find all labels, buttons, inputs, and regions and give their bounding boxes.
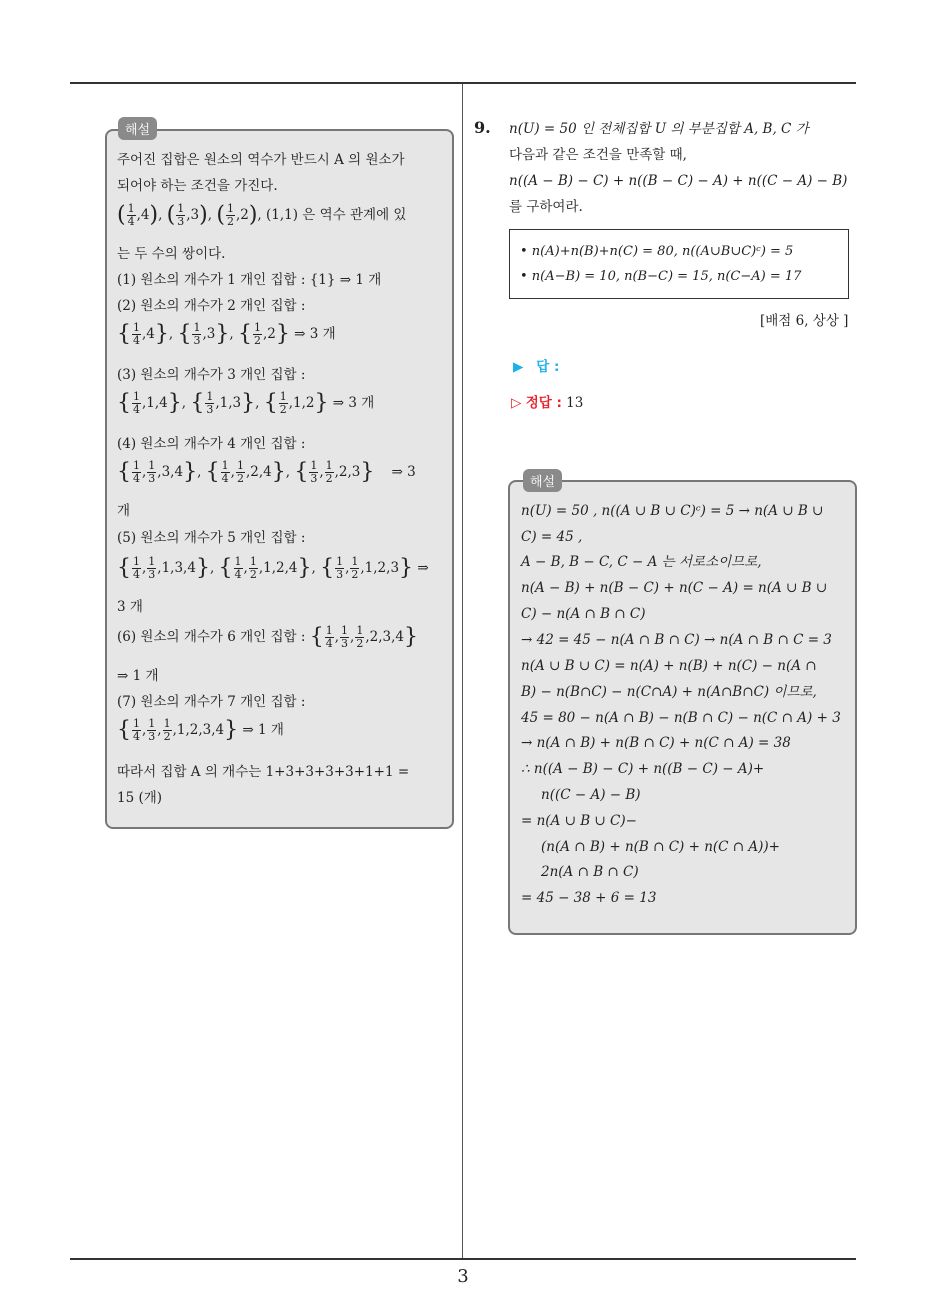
solution-line: B) − n(B∩C) − n(C∩A) + n(A∩B∩C) 이므로,	[521, 684, 817, 700]
question-line-3: n((A − B) − C) + n((B − C) − A) + n((C − A) − B)	[509, 173, 848, 189]
solution-line: A − B, B − C, C − A 는 서로소이므로,	[521, 554, 762, 570]
solution-line: (n(A ∩ B) + n(B ∩ C) + n(C ∩ A))+	[541, 839, 780, 855]
question-line-4: 를 구하여라.	[509, 199, 583, 215]
case-5-unit: 3 개	[117, 599, 143, 615]
solution-line: → n(A ∩ B) + n(B ∩ C) + n(C ∩ A) = 38	[521, 735, 791, 751]
left-final-2: 15 (개)	[117, 790, 163, 806]
condition-box	[509, 229, 849, 299]
top-rule	[70, 82, 856, 84]
solution-line: n(A ∪ B ∪ C) = n(A) + n(B) + n(C) − n(A ∩	[521, 658, 817, 674]
case-5-heading: (5) 원소의 개수가 5 개인 집합 :	[117, 530, 306, 546]
answer-row	[513, 358, 559, 376]
correct-marker-icon: ▷	[511, 395, 522, 411]
case-2-heading: (2) 원소의 개수가 2 개인 집합 :	[117, 298, 306, 314]
correct-answer-row	[511, 394, 583, 412]
solution-line: n(A − B) + n(B − C) + n(C − A) = n(A ∪ B ∪	[521, 580, 828, 596]
answer-label: 답 :	[536, 359, 560, 375]
case-4-result: ⇒ 3	[391, 464, 416, 480]
question-number: 9.	[474, 118, 491, 137]
solution-line: = 45 − 38 + 6 = 13	[521, 890, 657, 906]
left-pairs-tail: , (1,1) 은 역수 관계에 있	[257, 207, 407, 223]
score-label: [배점 6, 상상 ]	[760, 313, 849, 329]
left-final-1: 따라서 집합 A 의 개수는 1+3+3+3+3+1+1 =	[117, 764, 410, 780]
page-number: 3	[457, 1266, 469, 1287]
case-2-result: ⇒ 3 개	[294, 326, 336, 342]
condition-1: • n(A)+n(B)+n(C) = 80, n((A∪B∪C)ᶜ) = 5	[520, 244, 794, 259]
case-6-result: ⇒ 1 개	[117, 668, 159, 684]
solution-line: n((C − A) − B)	[541, 787, 641, 803]
case-3-sets: { $\frac{1}{4}$ ,1,4}, { $\frac{1}{3}$ ,1,3}, { $\frac{1}{2}$ ,1,2} ⇒ 3 개	[117, 390, 375, 416]
left-line-2: 되어야 하는 조건을 가진다.	[117, 178, 278, 194]
solution-line: 45 = 80 − n(A ∩ B) − n(B ∩ C) − n(C ∩ A) + 3	[521, 710, 841, 726]
left-pairs-line: ( $\frac{1}{4}$ ,4), ( $\frac{1}{3}$ ,3), ( $\frac{1}{2}$ ,2), (1,1) 은 역수 관계에 있	[117, 202, 407, 228]
correct-label: 정답 :	[525, 395, 562, 411]
solution-line: C) = 45 ,	[521, 529, 583, 545]
solution-line: ∴ n((A − B) − C) + n((B − C) − A)+	[521, 761, 765, 777]
case-6-heading: (6) 원소의 개수가 6 개인 집합 : { $\frac{1}{4}$ , $\frac{1}{3}$ , $\frac{1}{2}$ ,2,3,4}	[117, 624, 418, 650]
left-explanation-tag: 해설	[118, 117, 157, 140]
case-7-result: ⇒ 1 개	[242, 722, 284, 738]
case-5-result: ⇒	[417, 560, 429, 576]
case-7-heading: (7) 원소의 개수가 7 개인 집합 :	[117, 694, 306, 710]
solution-line: → 42 = 45 − n(A ∩ B ∩ C) → n(A ∩ B ∩ C = 3	[521, 632, 832, 648]
case-3-result: ⇒ 3 개	[332, 395, 375, 411]
case-2-sets: { $\frac{1}{4}$ ,4}, { $\frac{1}{3}$ ,3}, { $\frac{1}{2}$ ,2} ⇒ 3 개	[117, 321, 336, 347]
case-6-label: (6) 원소의 개수가 6 개인 집합 :	[117, 629, 306, 645]
solution-line: C) − n(A ∩ B ∩ C)	[521, 606, 646, 622]
case-5-sets: { $\frac{1}{4}$ , $\frac{1}{3}$ ,1,3,4}, { $\frac{1}{4}$ , $\frac{1}{2}$ ,1,2,4}, { $\frac{1}{3}$ , $\frac{1}{2}$ ,1,2,3} ⇒	[117, 555, 429, 581]
condition-2: • n(A−B) = 10, n(B−C) = 15, n(C−A) = 17	[520, 269, 802, 284]
case-4-unit: 개	[117, 503, 131, 519]
answer-marker-icon: ▶	[513, 359, 524, 375]
case-4-sets: { $\frac{1}{4}$ , $\frac{1}{3}$ ,3,4}, { $\frac{1}{4}$ , $\frac{1}{2}$ ,2,4}, { $\frac{1}{3}$ , $\frac{1}{2}$ ,2,3} ⇒ 3	[117, 459, 416, 485]
solution-line: = n(A ∪ B ∪ C)−	[521, 813, 637, 829]
question-line-2: 다음과 같은 조건을 만족할 때,	[509, 147, 687, 163]
left-line-1: 주어진 집합은 원소의 역수가 반드시 A 의 원소가	[117, 152, 405, 168]
column-divider	[462, 84, 463, 1258]
left-line-4: 는 두 수의 쌍이다.	[117, 246, 226, 262]
solution-line: 2n(A ∩ B ∩ C)	[541, 864, 639, 880]
solution-line: n(U) = 50 , n((A ∪ B ∪ C)ᶜ) = 5 → n(A ∪ B ∪	[521, 503, 824, 519]
case-7-sets: { $\frac{1}{4}$ , $\frac{1}{3}$ , $\frac{1}{2}$ ,1,2,3,4} ⇒ 1 개	[117, 717, 284, 743]
case-1: (1) 원소의 개수가 1 개인 집합 : {1} ⇒ 1 개	[117, 272, 382, 288]
case-3-heading: (3) 원소의 개수가 3 개인 집합 :	[117, 367, 306, 383]
bottom-rule	[70, 1258, 856, 1260]
right-explanation-tag: 해설	[523, 469, 562, 492]
question-line-1: n(U) = 50 인 전체집합 U 의 부분집합 A, B, C 가	[509, 121, 809, 137]
correct-value: 13	[566, 395, 584, 411]
case-4-heading: (4) 원소의 개수가 4 개인 집합 :	[117, 436, 306, 452]
